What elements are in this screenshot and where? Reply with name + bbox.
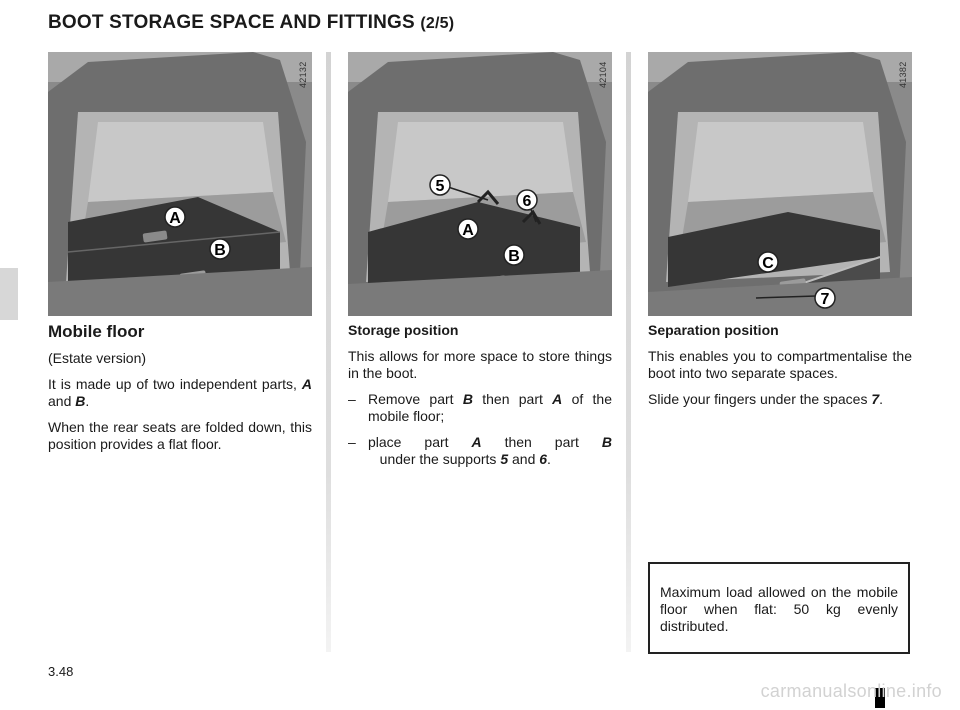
boot-illustration-separation-position bbox=[648, 52, 912, 316]
boot-illustration-mobile-floor bbox=[48, 52, 312, 316]
svg-text:A: A bbox=[462, 222, 474, 239]
page-number: 3.48 bbox=[48, 664, 74, 679]
section-heading: Mobile floor bbox=[48, 322, 145, 341]
svg-text:A: A bbox=[169, 210, 181, 227]
svg-text:6: 6 bbox=[522, 193, 532, 210]
paragraph: Slide your fingers under the spaces 7. bbox=[648, 391, 884, 407]
callout-c bbox=[758, 252, 778, 272]
paragraph: It is made up of two independent parts, A and B. bbox=[48, 376, 312, 409]
part-b-ref: B bbox=[75, 393, 86, 409]
footer-watermark: carmanualsonline.info bbox=[760, 681, 942, 701]
title-part: (2/5) bbox=[420, 15, 455, 32]
paragraph: This allows for more space to store things in the boot. bbox=[348, 348, 612, 381]
image-reference: 42132 bbox=[298, 61, 308, 88]
callout-b bbox=[504, 245, 524, 265]
callout-a bbox=[458, 219, 478, 239]
section-tab bbox=[0, 268, 18, 320]
column-mobile-floor bbox=[48, 322, 312, 462]
list-item: – Remove part B then part A of the mobile floor; bbox=[348, 391, 612, 424]
section-heading: Storage position bbox=[348, 322, 459, 338]
svg-text:B: B bbox=[508, 248, 520, 265]
column-divider bbox=[326, 52, 331, 652]
image-reference: 42104 bbox=[598, 61, 608, 88]
callout-b bbox=[210, 239, 230, 259]
boot-illustration-storage-position bbox=[348, 52, 612, 316]
svg-text:5: 5 bbox=[435, 178, 445, 195]
svg-text:7: 7 bbox=[820, 291, 830, 308]
page-title bbox=[48, 12, 454, 34]
part-a-ref: A bbox=[301, 376, 312, 392]
list-item: – place part A then part B under the supports 5 and 6. bbox=[348, 434, 613, 467]
callout-7 bbox=[815, 288, 835, 308]
column-separation-position bbox=[648, 322, 912, 417]
callout-a bbox=[165, 207, 185, 227]
image-reference: 41382 bbox=[898, 61, 908, 88]
section-subheading: (Estate version) bbox=[48, 350, 147, 366]
callout-5 bbox=[430, 175, 450, 195]
paragraph: This enables you to compartmentalise the boot into two separate spaces. bbox=[648, 348, 912, 381]
svg-text:C: C bbox=[762, 255, 774, 272]
column-divider bbox=[626, 52, 631, 652]
warning-note-box: Maximum load allowed on the mobile floor when flat: 50 kg evenly distributed. bbox=[648, 562, 910, 654]
paragraph: When the rear seats are folded down, this position provides a flat floor. bbox=[48, 419, 312, 452]
svg-text:B: B bbox=[214, 242, 226, 259]
title-main: BOOT STORAGE SPACE AND FITTINGS bbox=[48, 12, 415, 33]
section-heading: Separation position bbox=[648, 322, 779, 338]
column-storage-position bbox=[348, 322, 612, 477]
callout-6 bbox=[517, 190, 537, 210]
